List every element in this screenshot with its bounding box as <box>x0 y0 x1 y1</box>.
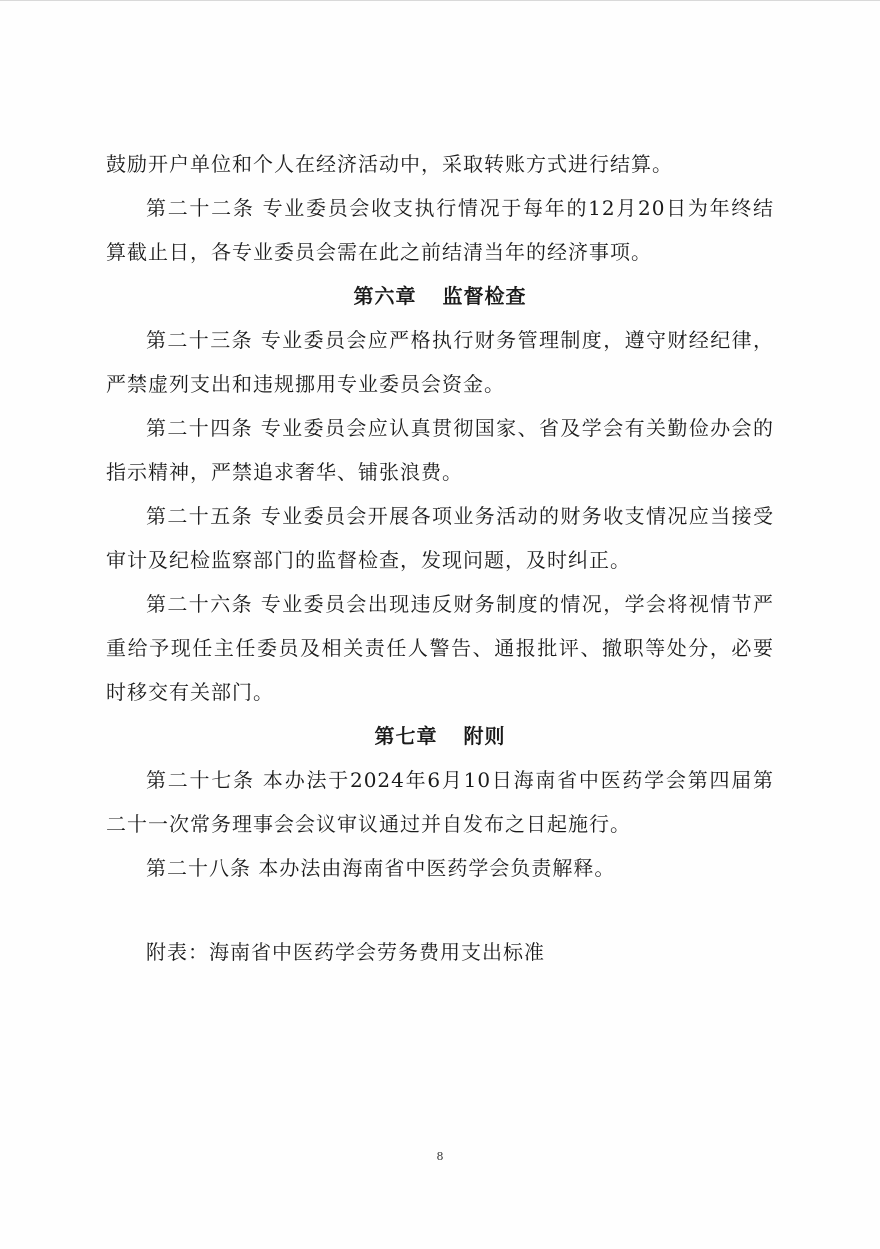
chapter-6-number: 第六章 <box>353 284 417 308</box>
paragraph-continuation: 鼓励开户单位和个人在经济活动中，采取转账方式进行结算。 <box>106 152 673 176</box>
chapter-7-number: 第七章 <box>374 724 438 748</box>
appendix-note: 附表：海南省中医药学会劳务费用支出标准 <box>146 940 545 964</box>
chapter-7-title: 附则 <box>463 724 506 748</box>
article-27: 第二十七条 本办法于2024年6月10日海南省中医药学会第四届第二十一次常务理事会会议审议通过并自发布之日起施行。 <box>106 768 774 836</box>
article-26: 第二十六条 专业委员会出现违反财务制度的情况，学会将视情节严重给予现任主任委员及相关责任人警告、通报批评、撤职等处分，必要时移交有关部门。 <box>106 592 774 704</box>
article-25: 第二十五条 专业委员会开展各项业务活动的财务收支情况应当接受审计及纪检监察部门的监督检查，发现问题，及时纠正。 <box>106 504 774 572</box>
article-23: 第二十三条 专业委员会应严格执行财务管理制度，遵守财经纪律，严禁虚列支出和违规挪用专业委员会资金。 <box>106 328 774 396</box>
article-28: 第二十八条 本办法由海南省中医药学会负责解释。 <box>146 856 616 880</box>
article-22: 第二十二条 专业委员会收支执行情况于每年的12月20日为年终结算截止日，各专业委员会需在此之前结清当年的经济事项。 <box>106 196 774 264</box>
page-number: 8 <box>436 1150 444 1163</box>
chapter-6-title: 监督检查 <box>442 284 527 308</box>
document-body <box>106 142 774 974</box>
page-top-border <box>0 0 880 1</box>
chapter-6-heading <box>106 274 774 318</box>
article-24: 第二十四条 专业委员会应认真贯彻国家、省及学会有关勤俭办会的指示精神，严禁追求奢华、铺张浪费。 <box>106 416 774 484</box>
chapter-7-heading <box>106 714 774 758</box>
